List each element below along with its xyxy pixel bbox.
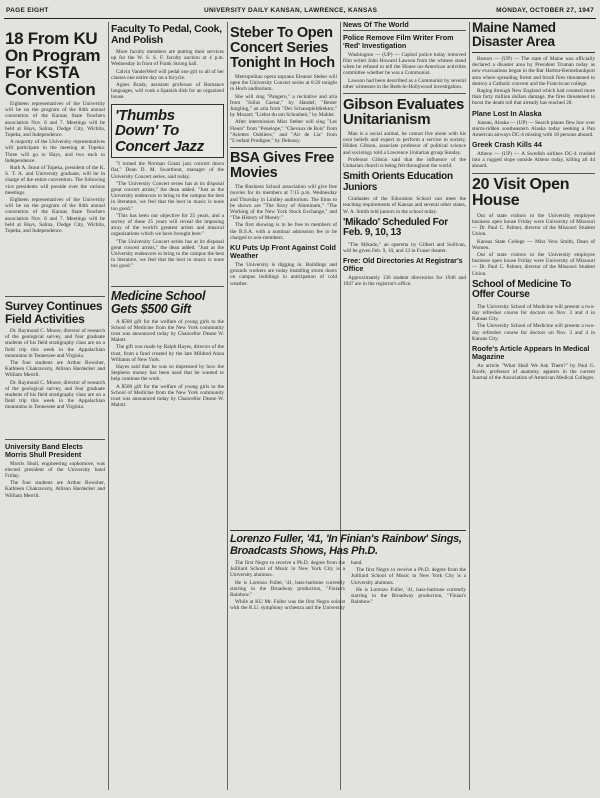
article-text: The gift was made by Ralph Hayes, director of the trust, from a fund created by the late Mildred Anna Williams of New York. <box>111 344 224 363</box>
column-4 <box>343 20 466 527</box>
headline-ksta-convention: 18 From KU On Program For KSTA Convention <box>5 29 101 99</box>
article-text: Kansas State College — Miss Vera Smith, Dean of Women. <box>472 238 595 251</box>
headline-smith-orients: Smith Orients Education Juniors <box>343 171 453 193</box>
article-text: Dr. Raymond C. Moore, director of research of the geological survey, and four graduate students of his field stratigraphy class are on a field trip this week in the Appalachian mountains in Tennessee and Virginia. <box>5 328 105 359</box>
headline-open-house: 20 Visit Open House <box>472 175 570 210</box>
article-text: A $500 gift for the welfare of young girls to the School of Medicine from the New York community trust was announced today by Chancellor Deane W. Malott. <box>111 383 224 409</box>
article-lorenzo-fuller <box>230 530 466 796</box>
headline-maine-disaster: Maine Named Disaster Area <box>472 21 595 53</box>
article-text: The four students are Arthur Bowsher, Kathleen Chakravarty, Allison Hardecker and William Merrill. <box>5 480 105 499</box>
article-text: "I turned the Norman Granz jazz concert down flat," Dean D. M. Swarthout, manager of the University Concert series, said today. <box>111 161 224 180</box>
headline-lorenzo-fuller: Lorenzo Fuller, '41, 'In Finian's Rainbow' Sings, Broadcasts Shows, Has Ph.D. <box>230 533 462 557</box>
divider <box>343 93 466 94</box>
issue-date: MONDAY, OCTOBER 27, 1947 <box>496 7 594 14</box>
headline-cold-weather: KU Puts Up Front Against Cold Weather <box>230 243 336 260</box>
article-text: Calvin VanderWerf will pedal one girl to all of her classes one entire day on a bicycle. <box>111 68 224 81</box>
article-text: A $500 gift for the welfare of young girls to the School of Medicine from the New York community trust was announced today by Chancellor Deane W. Malott. <box>111 318 224 344</box>
article-text: Agnes Brady, assistant professor of Romance languages, will cook a Spanish dish for an organized house. <box>111 82 224 101</box>
article-text: Out of state visitors to the University employee business open house Friday were University of Missouri — Dr. Paul C. Palmer, director of the Missouri Student Union. <box>472 251 595 277</box>
article-text: He is Lorenzo Fuller, '41, bass-baritone currently starring in the Broadway production, "Finian's Rainbow." <box>230 579 345 599</box>
column-1 <box>5 20 105 792</box>
column-3 <box>230 20 337 527</box>
divider <box>5 439 105 440</box>
headline-bsa-movies: BSA Gives Free Movies <box>230 150 335 182</box>
article-text: He is Lorenzo Fuller, '41, bass-baritone currently starring in the Broadway production, "Finian's Rainbow." <box>351 586 466 606</box>
article-text: The Business School association will give free movies for its members at 7:15 p.m. Wednesday and Thursday in Lindley auditorium. The films to be shown are "The Story of Aluminum," "The Working of the New York Stock Exchange," and "The History of Money." <box>230 184 337 222</box>
column-5 <box>472 20 595 792</box>
article-columns <box>230 560 466 612</box>
article-text: An article "What Shall We Ask Them?" by Paul G. Roofe, professor of anatomy, appears in the current Journal of the Association of American Medical Colleges. <box>472 362 595 382</box>
headline-film-writer: Police Remove Film Writer From 'Red' Investigation <box>343 32 454 50</box>
article-text: Eighteen representatives of the University will be on the program of the 84th annual convention of the Kansas State Teachers association Nov. 6 and 7. Meetings will be held at Hays, Salina, Dodge City, Wichita, Topeka, and Independence. <box>5 101 105 139</box>
article-text: "This has been our objective for 25 years, and a survey of these 25 years will reveal the imposing array of the world's greatest artists and musical organizations which we have brought here." <box>111 212 224 238</box>
column-rule <box>469 22 470 790</box>
divider <box>111 286 224 287</box>
article-text: The first Negro to receive a Ph.D. degree from the Juilliard School of Music in New York City is a University alumnus. <box>351 567 466 586</box>
article-text: "The University Concert series has at its disposal great concert artists," the dean added. "Just as the University endeavors to bring to the campus the best in literature, we feel that the best in music is none too good." <box>111 180 224 212</box>
headline-thumbs-down: 'Thumbs Down' To Concert Jazz <box>115 106 204 155</box>
masthead <box>4 4 596 19</box>
article-text: Eighteen representatives of the University will be on the program of the 84th annual convention of the Kansas State Teachers association Nov. 6 and 7. Meetings will be held at Hays, Salina, Dodge City, Wichita, Topeka, and Independence. <box>5 197 105 235</box>
article-text: "The University Concert series has at its disposal great concert artists," the dean added. "Just as the University endeavors to bring to the campus the best in literature, we feel that the best in music is none too good." <box>111 238 224 270</box>
divider <box>472 173 595 174</box>
headline-survey-field-activities: Survey Continues Field Activities <box>5 299 103 326</box>
article-text: Dr. Raymond C. Moore, director of research of the geological survey, and four graduate students of his field stratigraphy class are on a field trip this week in the Appalachian mountains in Tennessee and Virginia. <box>5 379 105 411</box>
article-text: Washington — (UP) — Capitol police today removed film writer John Howard Lawson from the witness stand when he refused to tell the House un-American activities committee whether he was a Communist. <box>343 51 466 77</box>
article-text: Morris Shull, engineering sophomore, was elected president of the University band Friday. <box>5 460 105 479</box>
headline-roofe-article: Roofe's Article Appears In Medical Magazine <box>472 343 590 361</box>
article-text: "The Mikado," an operetta by Gilbert and Sullivan, will be given Feb. 9, 10, and 13 in Fraser theater. <box>343 241 466 255</box>
article-text: Ruth A. Stout of Topeka, president of the K. S. T. A. and University graduate, will be in charge of the entire convention. The following vice presidents will preside over the various meetings. <box>5 165 105 196</box>
column-rule <box>108 22 109 790</box>
article-text: The University School of Medicine will present a two-day refresher course for doctors on Nov. 3 and 4 in Kansas City. <box>472 323 595 342</box>
column-2 <box>111 20 224 792</box>
headline-faculty-pedal: Faculty To Pedal, Cook, And Polish <box>111 23 222 46</box>
headline-medicine-gift: Medicine School Gets $500 Gift <box>111 288 206 316</box>
article-text: She will sing "Pangero," a recitative and aria from "Julius Caesar," by Handel; "Bester Jungling," an aria from "Der Schauspieldirektor," by Mozart; "Liebst du um Schonheit," by Mahler. <box>230 93 337 119</box>
headline-steber-concert: Steber To Open Concert Series Tonight In Hoch <box>230 25 335 71</box>
section-news-of-the-world: News Of The World <box>343 21 466 31</box>
article-text: The four students are Arthur Bowsher, Kathleen Chakravarty, Allison Hardecker and William Merrill. <box>5 360 105 379</box>
article-text: Athens — (UP) — A Swedish airlines DC-4 crashed into a rugged slope outside Athens today, killing all 44 aboard. <box>472 151 595 170</box>
headline-mikado: 'Mikado' Scheduled For Feb. 9, 10, 13 <box>343 216 448 239</box>
headline-medicine-course: School of Medicine To Offer Course <box>472 278 572 301</box>
article-text: The first showing is to be free to members of the B.S.A. with a nominal admission fee to be charged to non-members. <box>230 222 337 241</box>
page-number: PAGE EIGHT <box>6 7 49 14</box>
headline-band-elects: University Band Elects Morris Shull President <box>5 441 83 459</box>
article-text: Boston — (UP) — The state of Maine was officially declared a disaster area by President Truman today as new evacuations began in the Bar Harbor-Kennebunkport area where spreading forest and brush fires threatened to destroy a Catholic convent and the Franciscan college. <box>472 56 595 87</box>
column-rule <box>227 22 228 790</box>
article-text: After intermission Miss Steber will sing "Les Fleurs" from "Penelope," "Chevaux de Bois" from "Ariettes Oubliees," and "Air de Lia" from "L'enfant Prodigue," by Debussy. <box>230 119 337 145</box>
divider <box>5 296 105 297</box>
headline-box-thumbs-down <box>111 104 224 159</box>
article-text: Graduates of the Education School can meet the teaching requirements of Kansas and several other states, W. A. Smith told juniors in the school today. <box>343 196 466 215</box>
article-text: Metropolitan opera soprano Eleanor Steber will open the University Concert series at 8:20 tonight in Hoch auditorium. <box>230 74 337 93</box>
paper-name: UNIVERSITY DAILY KANSAN, LAWRENCE, KANSAS <box>204 7 378 14</box>
headline-greek-crash: Greek Crash Kills 44 <box>472 140 542 150</box>
article-text: Hayes said that he was so impressed by how the Stephens money has been used that he wanted to help continue the work. <box>111 363 224 383</box>
article-text: Raging through New England which had counted more than forty million dollars damage, the fires threatened to boost the death toll that already has reached 20. <box>472 88 595 107</box>
headline-gibson-unitarianism: Gibson Evaluates Unitarianism <box>343 95 465 129</box>
article-text: Man is a social animal, he cannot live alone with his own beliefs and expect to perform a service to society, Hilden Gibson, associate professor of political science and sociology told a Lawrence Unitarian group Sunday. <box>343 130 466 156</box>
divider <box>230 147 337 148</box>
article-text: The first Negro to receive a Ph.D. degree from the Juilliard School of Music in New York City is a University alumnus. <box>230 560 345 579</box>
article-text: More faculty members are putting their services up for the W. S. S. F. faculty auction at 4 p.m. Wednesday in front of Frank Strong hall. <box>111 49 224 68</box>
article-text: Juneau, Alaska — (UP) — Search planes flew low over storm-ridden southeastern Alaska today seeking a Pan American airways DC-4 missing with 18 persons aboard. <box>472 119 595 138</box>
article-text: Lawson had been described as a Communist by several other witnesses in the Reds-in-Hollywood investigation. <box>343 77 466 90</box>
article-text: The University is digging in. Buildings and grounds workers are today installing storm doors on campus buildings in anticipation of cold weather. <box>230 261 337 287</box>
article-text: Approximately 130 student directories for 1946 and 1947 are in the registrar's office. <box>343 275 466 288</box>
article-text: Professor Gibson said that the influence of the Unitarian church is being felt throughout the world. <box>343 156 466 169</box>
headline-plane-lost: Plane Lost In Alaska <box>472 108 542 118</box>
article-text: While at KU Mr. Fuller was the first Negro soloist with the K.U. symphony orchestra and the University band. <box>230 560 363 612</box>
article-text: A majority of the University representatives will participate in the meeting at Topeka. Three will go to Hays, and two each to Independence. <box>5 139 105 164</box>
article-text: The University School of Medicine will present a two-day refresher course for doctors on Nov. 3 and 4 in Kansas City. <box>472 303 595 323</box>
article-text: Out of state visitors to the University employee business open house Friday were University of Missouri — Dr. Paul C. Palmer, director of the Missouri Student Union. <box>472 212 595 238</box>
headline-old-directories: Free: Old Directories At Registrar's Office <box>343 256 463 274</box>
